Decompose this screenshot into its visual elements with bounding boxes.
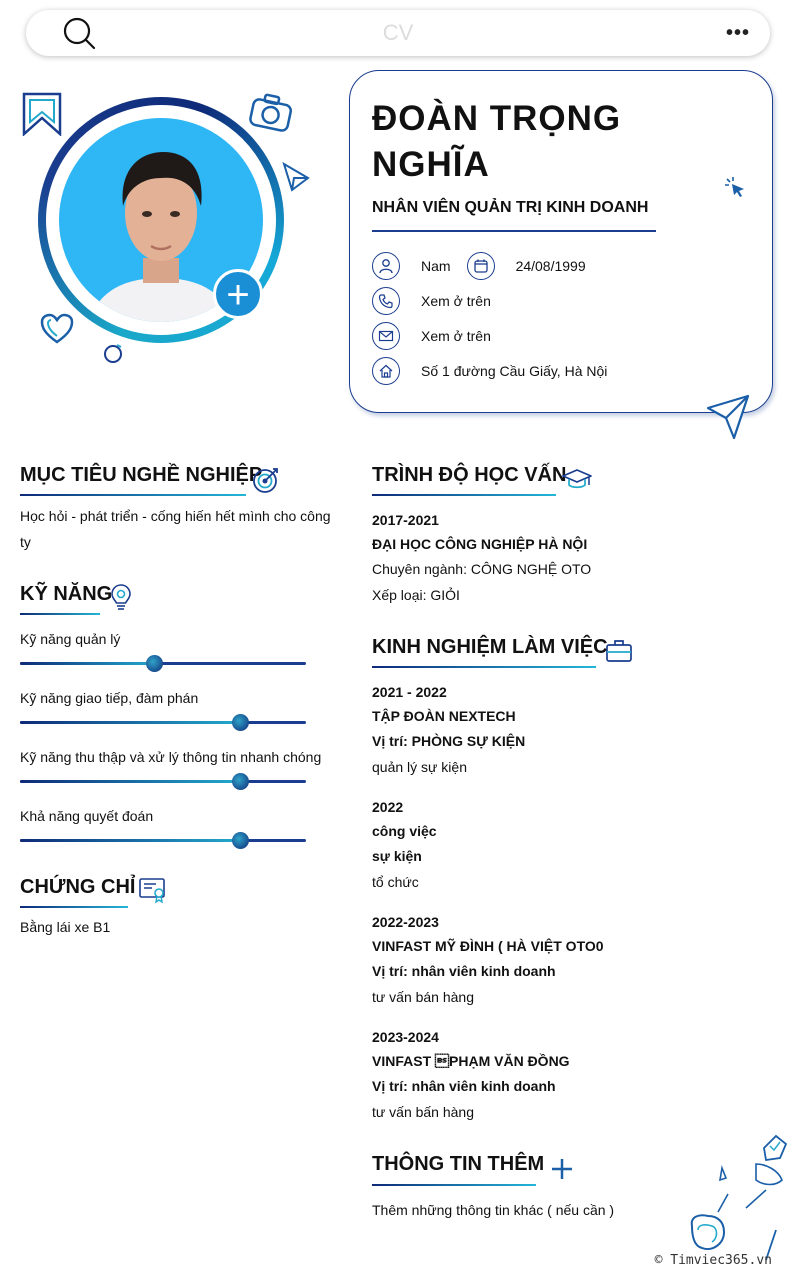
education-underline bbox=[372, 494, 556, 496]
education-period: 2017-2021 bbox=[372, 512, 439, 528]
skill-knob-1 bbox=[146, 655, 163, 672]
exp-company-1: TẬP ĐOÀN NEXTECH bbox=[372, 708, 516, 724]
exp-company-4: VINFAST PHẠM VĂN ĐỒNG bbox=[372, 1053, 570, 1069]
exp-period-1: 2021 - 2022 bbox=[372, 684, 447, 700]
camera-icon bbox=[248, 92, 294, 134]
skill-fill-4 bbox=[20, 839, 240, 842]
exp-position-2: sự kiện bbox=[372, 848, 422, 864]
briefcase-icon bbox=[605, 638, 633, 664]
skills-title: KỸ NĂNG bbox=[20, 583, 113, 605]
skill-label-2: Kỹ năng giao tiếp, đàm phán bbox=[20, 690, 199, 706]
lightbulb-icon bbox=[107, 582, 135, 612]
extra-info-text: Thêm những thông tin khác ( nếu cần ) bbox=[372, 1202, 615, 1218]
heart-icon bbox=[40, 313, 74, 345]
skill-knob-3 bbox=[232, 773, 249, 790]
experience-underline bbox=[372, 666, 596, 668]
skill-knob-2 bbox=[232, 714, 249, 731]
experience-title: KINH NGHIỆM LÀM VIỆC bbox=[372, 636, 608, 658]
education-title: TRÌNH ĐỘ HỌC VẤN bbox=[372, 464, 567, 486]
address-value: Số 1 đường Cầu Giấy, Hà Nội bbox=[421, 363, 608, 379]
education-major: Chuyên ngành: CÔNG NGHỆ OTO bbox=[372, 561, 592, 577]
skill-label-4: Khả năng quyết đoán bbox=[20, 808, 154, 824]
skill-bar-2 bbox=[20, 721, 306, 724]
candidate-name: ĐOÀN TRỌNG NGHĨA bbox=[372, 99, 622, 184]
graduation-cap-icon bbox=[561, 467, 593, 493]
extra-info-title: THÔNG TIN THÊM bbox=[372, 1153, 545, 1175]
exp-position-4: Vị trí: nhân viên kinh doanh bbox=[372, 1078, 556, 1094]
skill-label-1: Kỹ năng quản lý bbox=[20, 631, 121, 647]
exp-desc-2: tổ chức bbox=[372, 874, 419, 890]
calendar-icon bbox=[467, 252, 495, 280]
exp-company-3: VINFAST MỸ ĐÌNH ( HÀ VIỆT OTO0 bbox=[372, 938, 604, 954]
phone-row bbox=[372, 286, 491, 316]
cursor-click-icon bbox=[724, 176, 746, 198]
objective-text-line2: ty bbox=[20, 534, 31, 550]
exp-desc-4: tư vấn bấn hàng bbox=[372, 1104, 475, 1120]
address-row bbox=[372, 356, 607, 386]
extra-info-underline bbox=[372, 1184, 536, 1186]
exp-period-3: 2022-2023 bbox=[372, 914, 439, 930]
email-value: Xem ở trên bbox=[421, 328, 491, 344]
skill-knob-4 bbox=[232, 832, 249, 849]
email-row bbox=[372, 321, 491, 351]
certificates-title: CHỨNG CHỈ bbox=[20, 876, 136, 898]
birthday-value: 24/08/1999 bbox=[515, 258, 586, 274]
education-rank: Xếp loại: GIỎI bbox=[372, 587, 460, 603]
more-options-icon[interactable]: ••• bbox=[725, 22, 750, 44]
exp-position-1: Vị trí: PHÒNG SỰ KIỆN bbox=[372, 733, 526, 749]
certificates-underline bbox=[20, 906, 128, 908]
top-bar bbox=[26, 10, 770, 56]
bookmark-icon bbox=[22, 92, 62, 136]
bubble-icon bbox=[102, 342, 124, 364]
skills-underline bbox=[20, 613, 100, 615]
skill-fill-2 bbox=[20, 721, 240, 724]
skill-fill-1 bbox=[20, 662, 154, 665]
home-icon bbox=[372, 357, 400, 385]
objective-underline bbox=[20, 494, 246, 496]
watermark: © Timviec365.vn bbox=[654, 1253, 772, 1268]
target-icon bbox=[252, 466, 280, 494]
social-doodle-icon bbox=[686, 1130, 790, 1270]
skill-bar-4 bbox=[20, 839, 306, 842]
add-photo-button[interactable]: + bbox=[213, 269, 263, 319]
phone-value: Xem ở trên bbox=[421, 293, 491, 309]
exp-company-2: công việc bbox=[372, 823, 437, 839]
paper-plane-icon bbox=[282, 162, 310, 192]
objective-text-line1: Học hỏi - phát triển - cống hiến hết mình cho công bbox=[20, 508, 331, 524]
exp-period-2: 2022 bbox=[372, 799, 404, 815]
gender-birthday-row bbox=[372, 251, 586, 281]
skill-label-3: Kỹ năng thu thập và xử lý thông tin nhanh chóng bbox=[20, 749, 322, 765]
skill-bar-1 bbox=[20, 662, 306, 665]
gender-value: Nam bbox=[421, 258, 451, 274]
avatar-frame bbox=[38, 97, 284, 343]
plus-icon[interactable] bbox=[550, 1157, 574, 1181]
mail-icon bbox=[372, 322, 400, 350]
skill-fill-3 bbox=[20, 780, 240, 783]
education-school: ĐẠI HỌC CÔNG NGHIỆP HÀ NỘI bbox=[372, 536, 588, 552]
objective-title: MỤC TIÊU NGHỀ NGHIỆP bbox=[20, 464, 263, 486]
certificate-item: Bằng lái xe B1 bbox=[20, 919, 111, 935]
exp-position-3: Vị trí: nhân viên kinh doanh bbox=[372, 963, 556, 979]
certificate-icon bbox=[138, 876, 168, 904]
send-plane-icon bbox=[706, 394, 750, 440]
job-title: NHÂN VIÊN QUẢN TRỊ KINH DOANH bbox=[372, 199, 649, 216]
user-icon bbox=[372, 252, 400, 280]
exp-desc-3: tư vấn bán hàng bbox=[372, 989, 475, 1005]
skill-bar-3 bbox=[20, 780, 306, 783]
exp-desc-1: quản lý sự kiện bbox=[372, 759, 467, 775]
page-title: CV bbox=[382, 20, 414, 45]
exp-period-4: 2023-2024 bbox=[372, 1029, 439, 1045]
job-title-underline bbox=[372, 230, 656, 232]
phone-icon bbox=[372, 287, 400, 315]
